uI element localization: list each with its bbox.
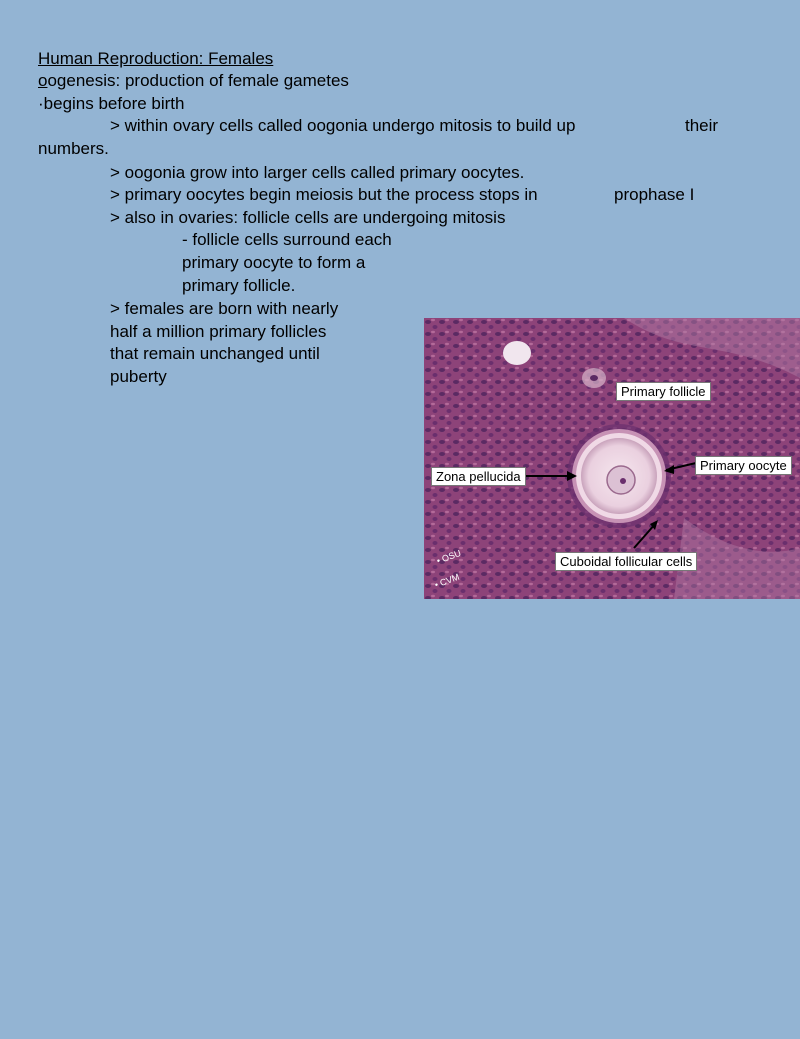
line-within-ovary: > within ovary cells called oogonia undergo mitosis to build up [110, 116, 576, 135]
born-line-3: that remain unchanged until [110, 344, 320, 363]
document-title [38, 48, 273, 70]
oogenesis-definition [38, 70, 349, 92]
line-oogonia-grow: > oogonia grow into larger cells called primary oocytes. [110, 163, 525, 182]
born-line-4: puberty [110, 367, 167, 386]
label-primary-oocyte: Primary oocyte [695, 456, 792, 475]
line-within-ovary-tail: their [685, 116, 719, 135]
sub-line-2: primary oocyte to form a [182, 253, 366, 272]
sub-line-1: - follicle cells surround each [182, 230, 392, 249]
label-primary-follicle: Primary follicle [616, 382, 711, 401]
line-numbers: numbers. [38, 139, 109, 158]
oogenesis-first-letter: o [38, 71, 48, 90]
line-primary-oocytes: > primary oocytes begin meiosis but the process stops in [110, 185, 538, 204]
line-also-in-ovaries: > also in ovaries: follicle cells are undergoing mitosis [110, 208, 506, 227]
born-line-2: half a million primary follicles [110, 322, 327, 341]
born-line-1: > females are born with nearly [110, 299, 339, 318]
bullet-begins-before-birth: ·begins before birth [38, 94, 185, 113]
oogenesis-text: ogenesis: production of female gametes [47, 71, 349, 90]
line-primary-oocytes-tail: prophase I [614, 185, 695, 204]
primary-follicle-micrograph [424, 318, 800, 599]
label-cuboidal-follicular-cells: Cuboidal follicular cells [555, 552, 697, 571]
title-text: Human Reproduction: Females [38, 49, 274, 68]
svg-text:• OSU: • OSU [435, 547, 463, 566]
label-zona-pellucida: Zona pellucida [431, 467, 526, 486]
svg-text:• CVM: • CVM [433, 571, 461, 590]
sub-line-3: primary follicle. [182, 276, 296, 295]
